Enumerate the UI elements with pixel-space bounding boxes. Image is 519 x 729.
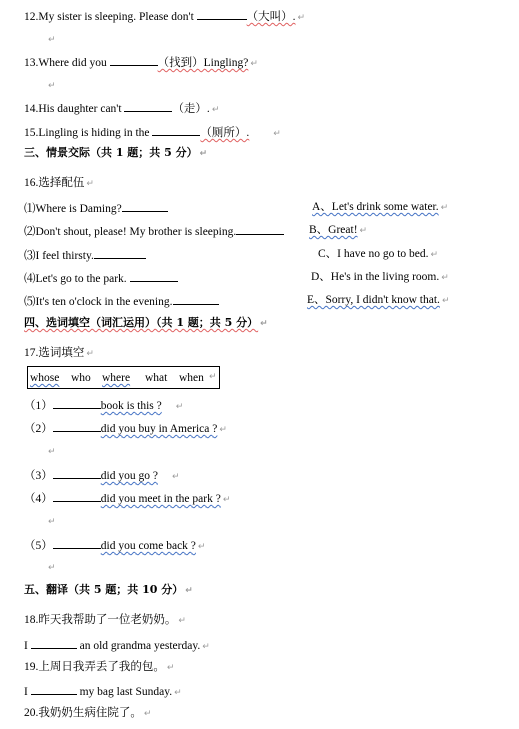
answer-text: I [24,686,31,698]
fill-blank[interactable] [53,537,101,549]
section-3-title: 三、情景交际（共 1 题；共 5 分） [24,146,198,159]
q17-title: 17.选词填空 [24,347,85,359]
question-12 [24,8,305,25]
q13-text: 13.Where did you [24,57,110,69]
q12-blank[interactable] [197,8,247,20]
paragraph-mark-icon: ↵ [48,35,56,45]
word-bank-what: what [145,372,168,384]
fill-number: （5） [24,540,53,552]
fill-question-5 [24,537,205,554]
fill-text: book is this ? [100,400,162,412]
paragraph-mark-icon: ↵ [430,250,439,260]
fill-number: （4） [24,493,53,505]
match-answer-text: A、Let's drink some water. [312,201,439,213]
section-5-title: 五、翻译（共 5 题；共 10 分） [24,583,184,596]
paragraph-mark-icon: ↵ [174,688,182,698]
word-bank-where: where [102,372,131,384]
empty-paragraph [46,444,56,459]
match-question-4 [24,270,178,286]
paragraph-mark-icon: ↵ [297,13,306,23]
q13-blank[interactable] [110,54,158,66]
q12-text: 12.My sister is sleeping. Please don't [24,11,197,23]
match-blank[interactable] [94,247,146,259]
match-answer-text: B、Great! [309,224,358,236]
paragraph-mark-icon: ↵ [273,129,281,139]
empty-paragraph [46,32,56,47]
paragraph-mark-icon: ↵ [178,616,186,626]
match-answer-text: D、He's in the living room. [311,271,440,283]
empty-paragraph [46,514,56,529]
q15-blank[interactable] [152,124,200,136]
question-20 [24,706,151,721]
fill-number: （1） [24,400,53,412]
q13-hint: （找到）Lingling? [157,57,249,69]
q15-text: 15.Lingling is hiding in the [24,127,153,139]
section-5-heading [24,583,193,598]
section-4-heading [24,316,268,331]
paragraph-mark-icon: ↵ [48,517,56,527]
paragraph-mark-icon: ↵ [48,563,56,573]
answer-18 [24,637,210,654]
answer-text: I [24,640,31,652]
q14-text: 14.His daughter can't [24,103,125,115]
paragraph-mark-icon: ↵ [209,372,217,382]
fill-text: did you buy in America ? [100,423,218,435]
q14-blank[interactable] [124,100,172,112]
fill-blank[interactable] [53,397,101,409]
question-17 [24,346,94,361]
paragraph-mark-icon: ↵ [48,81,56,91]
word-bank-who: who [71,372,91,384]
fill-question-1 [24,397,183,414]
match-answer-a [312,200,448,215]
question-15 [24,124,281,141]
question-18 [24,613,186,628]
paragraph-mark-icon: ↵ [171,472,180,482]
word-bank-box [27,366,220,389]
q15-hint: （厕所）. [200,127,250,139]
paragraph-mark-icon: ↵ [440,203,449,213]
word-bank-when: when [179,372,204,384]
paragraph-mark-icon: ↵ [86,349,94,359]
paragraph-mark-icon: ↵ [211,105,220,115]
paragraph-mark-icon: ↵ [222,495,231,505]
match-answer-b [309,223,367,238]
fill-text: did you go ? [100,470,158,482]
empty-paragraph [46,78,56,93]
paragraph-mark-icon: ↵ [185,586,193,596]
paragraph-mark-icon: ↵ [202,642,210,652]
match-question-text: ⑶I feel thirsty. [24,250,94,262]
answer-19 [24,683,182,700]
answer-text: my bag last Sunday. [76,686,173,698]
match-question-1 [24,200,168,216]
match-blank[interactable] [236,223,284,235]
q12-hint: （大叫）. [246,11,296,23]
word-bank-whose: whose [30,372,60,384]
match-question-text: ⑷Let's go to the park. [24,273,130,285]
match-question-text: ⑸It's ten o'clock in the evening. [24,296,173,308]
fill-blank[interactable] [53,467,101,479]
paragraph-mark-icon: ↵ [250,59,258,69]
match-answer-text: C、I have no go to bed. [318,248,429,260]
match-answer-c [318,247,438,262]
paragraph-mark-icon: ↵ [219,425,227,435]
match-question-3 [24,247,146,263]
match-question-2 [24,223,284,239]
answer-19-blank[interactable] [31,683,77,695]
empty-paragraph [46,560,56,575]
section-4-title: 四、选词填空（词汇运用）（共 1 题；共 5 分） [24,316,259,329]
match-answer-text: E、Sorry, I didn't know that. [307,294,440,306]
question-16 [24,176,94,191]
q16-title: 16.选择配伍 [24,177,85,189]
match-question-text: ⑴Where is Daming? [24,203,122,215]
match-answer-e [307,293,449,308]
paragraph-mark-icon: ↵ [260,319,268,329]
match-blank[interactable] [173,293,219,305]
question-13 [24,54,258,71]
match-question-5 [24,293,219,309]
paragraph-mark-icon: ↵ [441,296,450,306]
answer-18-blank[interactable] [31,637,77,649]
fill-text: did you come back ? [100,540,196,552]
fill-question-3 [24,467,179,484]
fill-number: （2） [24,423,53,435]
question-14 [24,100,219,117]
match-question-text: ⑵Don't shout, please! My brother is sleeping. [24,226,237,238]
paragraph-mark-icon: ↵ [197,542,206,552]
paragraph-mark-icon: ↵ [48,447,56,457]
paragraph-mark-icon: ↵ [175,402,184,412]
paragraph-mark-icon: ↵ [86,179,94,189]
q14-hint: （走）. [172,103,210,115]
question-19 [24,660,174,675]
paragraph-mark-icon: ↵ [199,149,208,159]
fill-blank[interactable] [53,490,101,502]
paragraph-mark-icon: ↵ [143,709,152,719]
fill-question-4 [24,490,230,507]
fill-question-2 [24,420,227,437]
fill-text: did you meet in the park ? [100,493,221,505]
match-blank[interactable] [122,200,168,212]
answer-text: an old grandma yesterday. [76,640,201,652]
fill-number: （3） [24,470,53,482]
paragraph-mark-icon: ↵ [359,226,368,236]
match-answer-d [311,270,449,285]
fill-blank[interactable] [53,420,101,432]
q20-text: 20.我奶奶生病住院了。 [24,707,142,719]
q19-text: 19.上周日我弄丢了我的包。 [24,661,165,673]
paragraph-mark-icon: ↵ [441,273,449,283]
q18-text: 18.昨天我帮助了一位老奶奶。 [24,614,177,626]
match-blank[interactable] [130,270,178,282]
paragraph-mark-icon: ↵ [166,663,175,673]
section-3-heading [24,146,207,161]
